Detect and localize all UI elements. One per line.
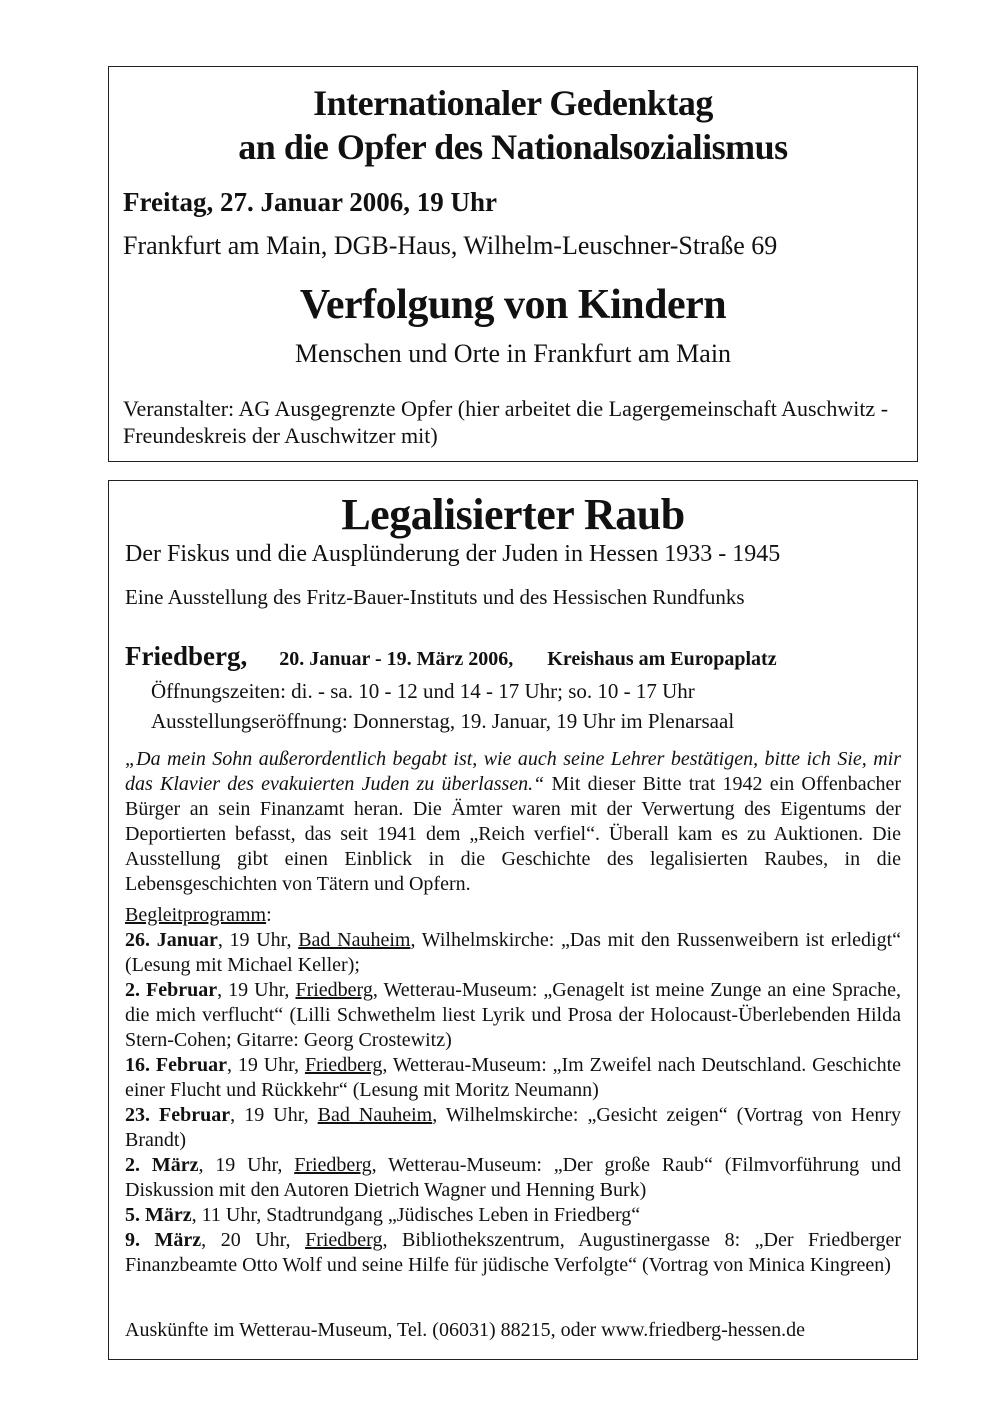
program-date: 26. Januar: [125, 929, 218, 951]
program-item: [125, 1103, 901, 1153]
program-time: , 11 Uhr, Stadtrundgang „Jüdisches Leben in Friedberg“: [191, 1204, 641, 1226]
program-time: , 20 Uhr,: [201, 1229, 306, 1251]
event-title: Verfolgung von Kindern: [299, 282, 727, 328]
program-date: 2. Februar: [125, 979, 218, 1001]
exhibition-venue-row: [125, 641, 905, 672]
program-date: 5. März: [125, 1204, 192, 1226]
program-item: [125, 1228, 901, 1278]
program-place: Friedberg: [294, 1154, 372, 1176]
program-details: , Wetterau-Museum: „Im Zweifel nach Deutschland. Geschichte einer Flucht und Rückkehr“ (Lesung mit Moritz Neumann): [125, 1054, 902, 1101]
program-details: , Bibliothekszentrum, Augustinergasse 8: „Der Friedberger Finanzbeamte Otto Wolf und seine Hilfe für jüdische Verfolgte“ (Vortrag von Minica Kingreen): [125, 1229, 901, 1276]
memorial-event-box: [108, 66, 918, 462]
program-item: [125, 1053, 901, 1103]
program-item: [125, 978, 901, 1053]
program-place: Bad Nauheim: [317, 1104, 433, 1126]
event-heading-line2: an die Opfer des Nationalsozialismus: [238, 127, 788, 167]
program-place: Friedberg: [304, 1054, 383, 1076]
program-item: [125, 1203, 901, 1228]
program-details: , Wetterau-Museum: „Genagelt ist meine Zunge an eine Sprache, die mich verflucht“ (Lilli Schwethelm liest Lyrik und Prosa der Holocaust-Überlebenden Hilda Stern-Cohen; Gitarre: Georg Crostewitz): [125, 979, 902, 1051]
program-time: , 19 Uhr,: [230, 1104, 318, 1126]
program-date: 2. März: [125, 1154, 199, 1176]
exhibition-box: [108, 480, 918, 1360]
event-date: Freitag, 27. Januar 2006, 19 Uhr: [123, 187, 497, 217]
program-date: 23. Februar: [125, 1104, 231, 1126]
program-colon: :: [266, 904, 272, 926]
exhibition-dates: 20. Januar - 19. März 2006,: [279, 648, 514, 670]
exhibition-body: [125, 747, 901, 897]
program-date: 9. März: [125, 1229, 202, 1251]
program-time: , 19 Uhr,: [217, 979, 296, 1001]
program-place: Friedberg: [305, 1229, 383, 1251]
program-place: Friedberg: [295, 979, 373, 1001]
program-time: , 19 Uhr,: [226, 1054, 305, 1076]
event-location: Frankfurt am Main, DGB-Haus, Wilhelm-Leuschner-Straße 69: [123, 231, 778, 260]
exhibition-description: Eine Ausstellung des Fritz-Bauer-Instituts und des Hessischen Rundfunks: [125, 585, 745, 609]
exhibition-title: Legalisierter Raub: [341, 490, 685, 539]
exhibition-subtitle: Der Fiskus und die Ausplünderung der Juden in Hessen 1933 - 1945: [125, 541, 781, 567]
program-details: , Wilhelmskirche: „Gesicht zeigen“ (Vortrag von Henry Brandt): [125, 1104, 901, 1151]
program-label: Begleitprogramm: [125, 904, 267, 926]
event-subtitle: Menschen und Orte in Frankfurt am Main: [294, 339, 732, 368]
program-place: Bad Nauheim: [298, 929, 411, 951]
event-heading-line1: Internationaler Gedenktag: [313, 83, 713, 123]
program-item: [125, 1153, 901, 1203]
exhibition-quote: „Da mein Sohn außerordentlich begabt ist, wie auch seine Lehrer bestätigen, bitte ich Sie, mir das Klavier des evakuierten Juden zu überlassen.“: [125, 748, 901, 795]
exhibition-city: Friedberg,: [125, 641, 248, 671]
program-heading: [125, 903, 901, 928]
exhibition-opening: Ausstellungseröffnung: Donnerstag, 19. Januar, 19 Uhr im Plenarsaal: [151, 709, 735, 733]
program-details: , Wetterau-Museum: „Der große Raub“ (Filmvorführung und Diskussion mit den Autoren Dietrich Wagner und Henning Burk): [125, 1154, 901, 1201]
program-time: , 19 Uhr,: [198, 1154, 295, 1176]
program-details: , Wilhelmskirche: „Das mit den Russenweibern ist erledigt“ (Lesung mit Michael Keller);: [125, 929, 902, 976]
contact-info: Auskünfte im Wetterau-Museum, Tel. (06031) 88215, oder www.friedberg-hessen.de: [125, 1319, 805, 1341]
opening-hours: Öffnungszeiten: di. - sa. 10 - 12 und 14 - 17 Uhr; so. 10 - 17 Uhr: [151, 679, 695, 703]
exhibition-body-text: Mit dieser Bitte trat 1942 ein Offenbacher Bürger an sein Finanzamt heran. Die Ämter waren mit der Verwertung des Eigentums der Deportierten befasst, das seit 1941 dem „Reich verfiel“. Überall kam es zu Auktionen. Die Ausstellung gibt einen Einblick in die Geschichte des legalisierten Raubes, in die Lebensgeschichten von Tätern und Opfern.: [125, 773, 901, 895]
event-heading: [109, 81, 917, 169]
program-time: , 19 Uhr,: [217, 929, 299, 951]
program-list: [125, 903, 901, 1278]
event-organizer: Veranstalter: AG Ausgegrenzte Opfer (hier arbeitet die Lagergemeinschaft Auschwitz - Freundeskreis der Auschwitzer mit): [123, 396, 889, 448]
exhibition-venue: Kreishaus am Europaplatz: [547, 648, 777, 670]
program-date: 16. Februar: [125, 1054, 227, 1076]
program-item: [125, 928, 901, 978]
